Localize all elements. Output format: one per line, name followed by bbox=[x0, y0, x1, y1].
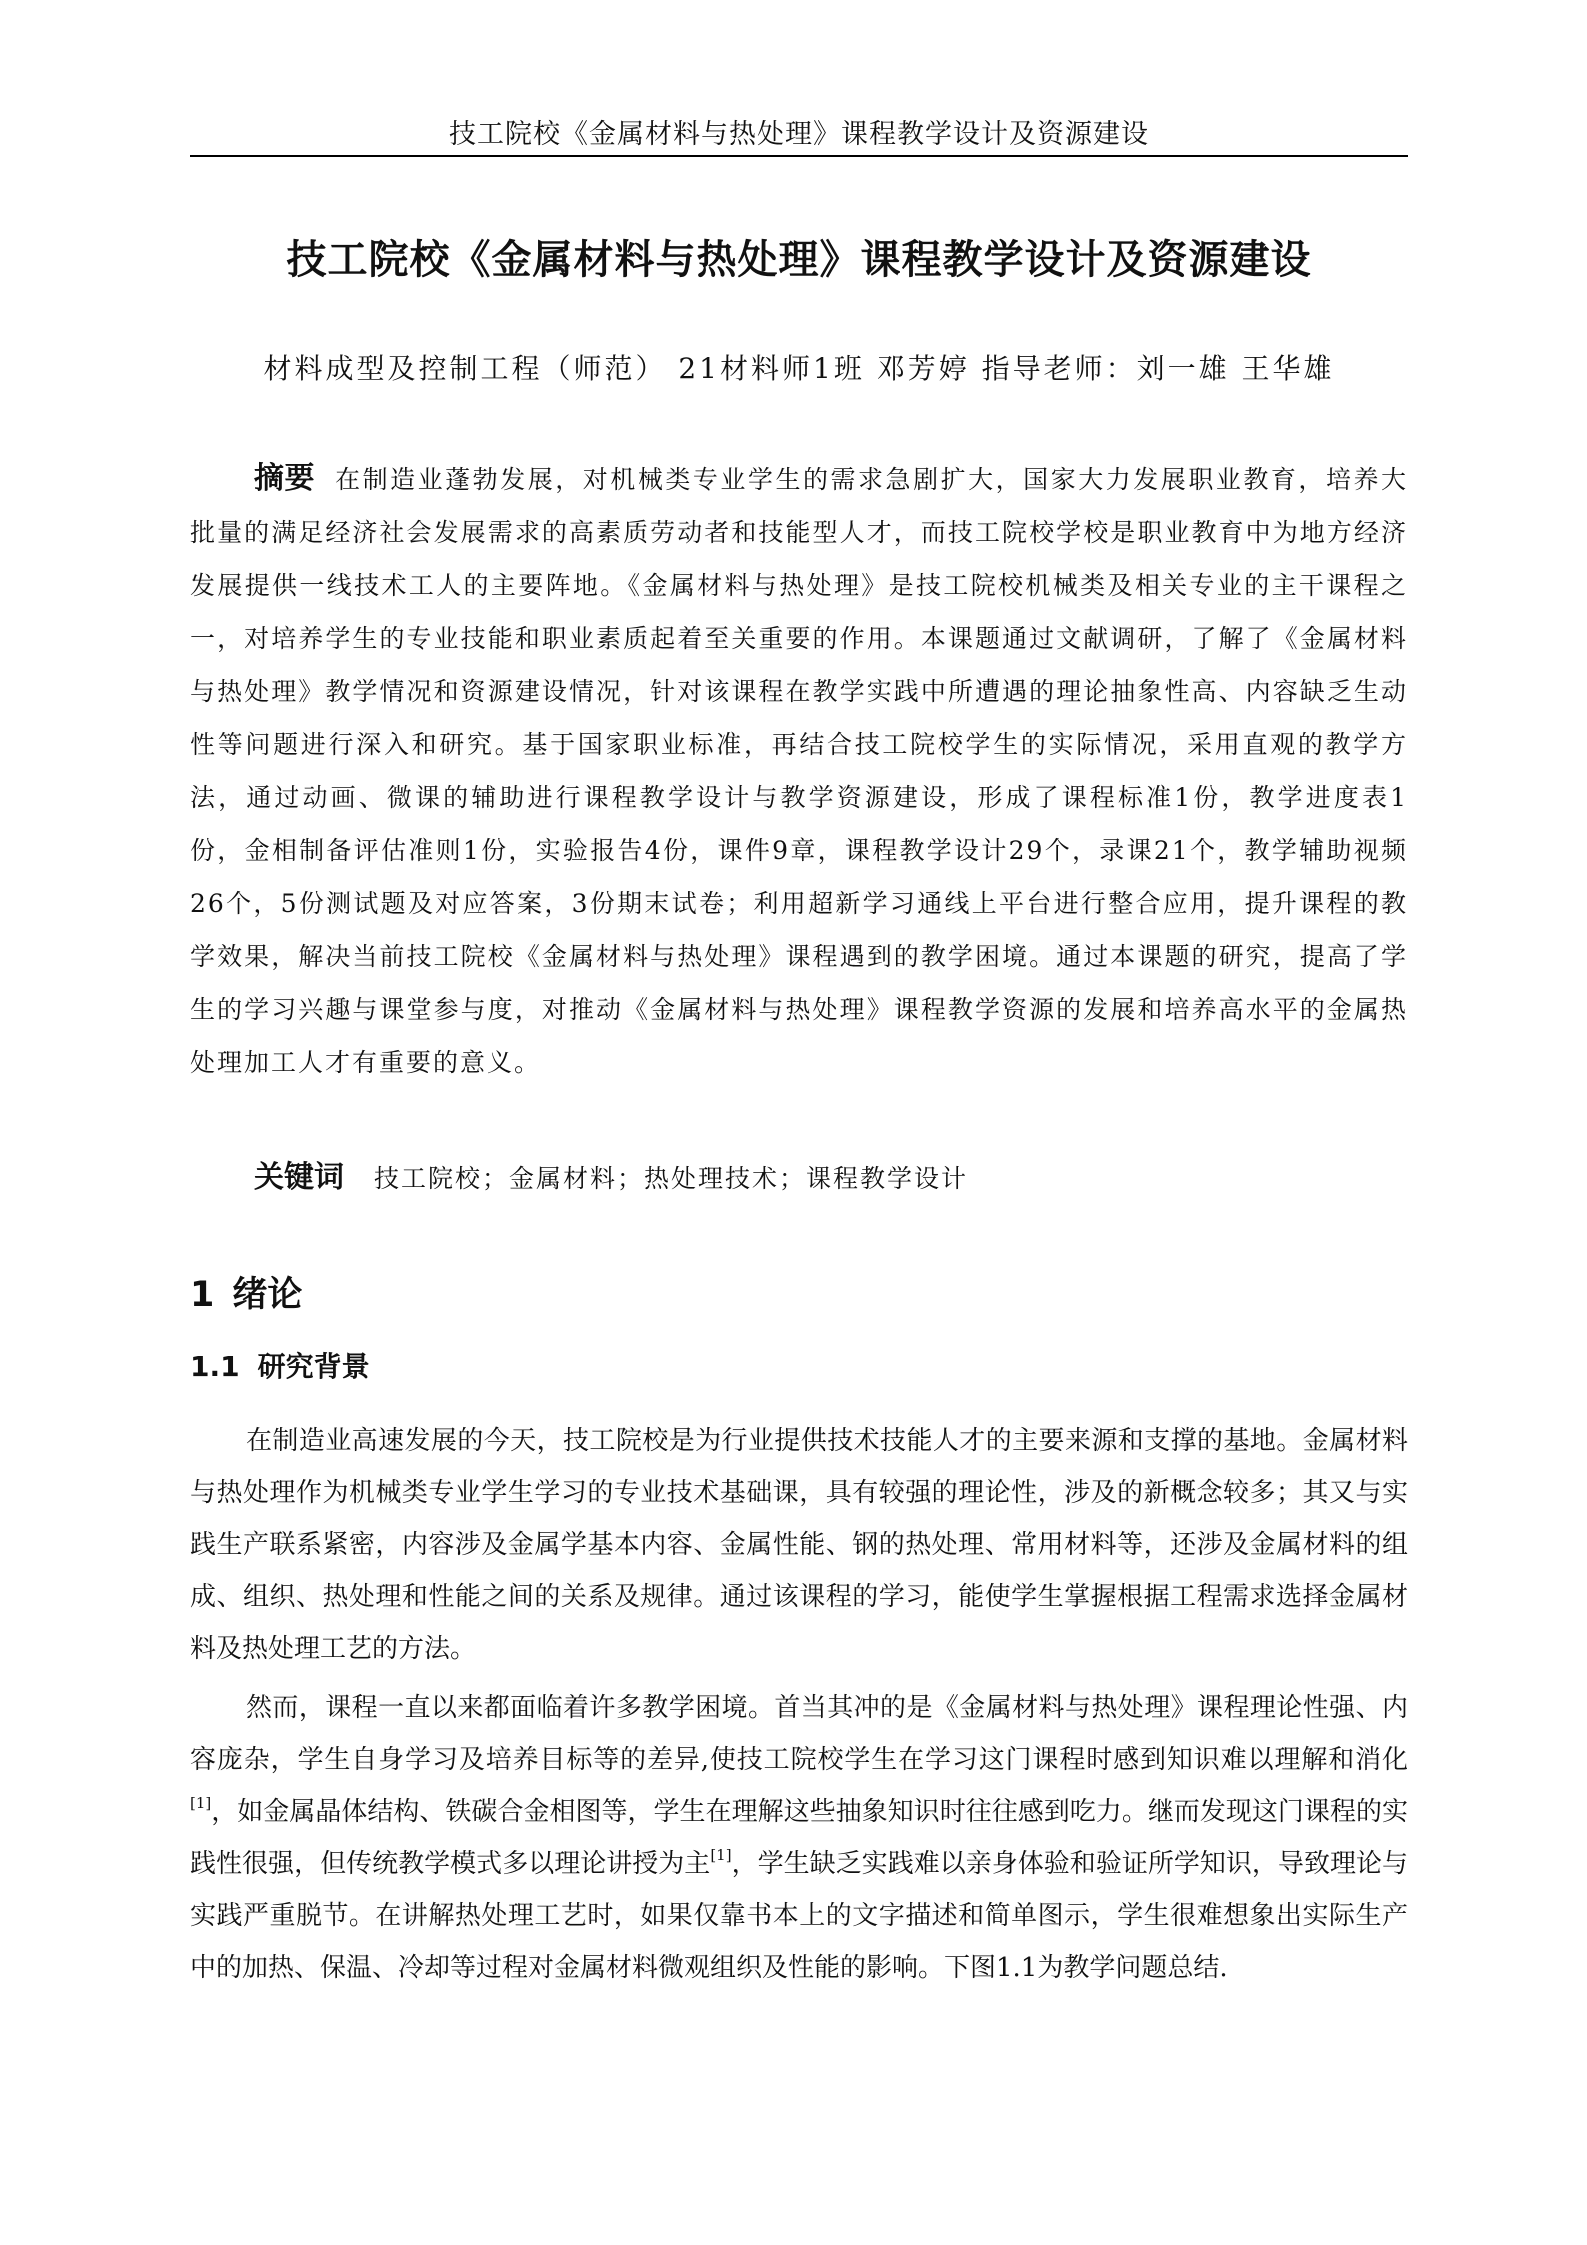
subsection-number: 1.1 bbox=[190, 1350, 240, 1383]
body-paragraph bbox=[190, 1682, 1408, 1994]
subsection-title: 研究背景 bbox=[257, 1350, 370, 1383]
keywords bbox=[254, 1152, 1404, 1196]
keyword-separator: ； bbox=[617, 1164, 645, 1193]
running-header: 技工院校《金属材料与热处理》课程教学设计及资源建设 bbox=[449, 119, 1149, 150]
paragraph-text: 然而，课程一直以来都面临着许多教学困境。首当其冲的是《金属材料与热处理》课程理论性强、内容庞杂，学生自身学习及培养目标等的差异,使技工院校学生在学习这门课程时感到知识难以理解和消化 bbox=[190, 1693, 1408, 1775]
keyword-separator: ； bbox=[779, 1164, 807, 1193]
body-paragraph: 在制造业高速发展的今天，技工院校是为行业提供技术技能人才的主要来源和支撑的基地。金属材料与热处理作为机械类专业学生学习的专业技术基础课，具有较强的理论性，涉及的新概念较多；其又与实践生产联系紧密，内容涉及金属学基本内容、金属性能、钢的热处理、常用材料等，还涉及金属材料的组成、组织、热处理和性能之间的关系及规律。通过该课程的学习，能使学生掌握根据工程需求选择金属材料及热处理工艺的方法。 bbox=[190, 1426, 1408, 1664]
citation-ref[interactable]: [1] bbox=[190, 1794, 212, 1812]
keywords-label: 关键词 bbox=[254, 1160, 344, 1195]
keyword: 金属材料 bbox=[508, 1164, 617, 1193]
keyword: 热处理技术 bbox=[644, 1164, 780, 1193]
keyword: 课程教学设计 bbox=[806, 1164, 969, 1193]
abstract-text: 在制造业蓬勃发展，对机械类专业学生的需求急剧扩大，国家大力发展职业教育，培养大批量的满足经济社会发展需求的高素质劳动者和技能型人才，而技工院校学校是职业教育中为地方经济发展提供一线技术工人的主要阵地。《金属材料与热处理》是技工院校机械类及相关专业的主干课程之一，对培养学生的专业技能和职业素质起着至关重要的作用。本课题通过文献调研，了解了《金属材料与热处理》教学情况和资源建设情况，针对该课程在教学实践中所遭遇的理论抽象性高、内容缺乏生动性等问题进行深入和研究。基于国家职业标准，再结合技工院校学生的实际情况，采用直观的教学方法，通过动画、微课的辅助进行课程教学设计与教学资源建设，形成了课程标准1份，教学进度表1份，金相制备评估准则1份，实验报告4份，课件9章，课程教学设计29个，录课21个，教学辅助视频26个，5份测试题及对应答案，3份期末试卷；利用超新学习通线上平台进行整合应用，提升课程的教学效果，解决当前技工院校《金属材料与热处理》课程遇到的教学困境。通过本课题的研究，提高了学生的学习兴趣与课堂参与度，对推动《金属材料与热处理》课程教学资源的发展和培养高水平的金属热处理加工人才有重要的意义。 bbox=[190, 465, 1409, 1077]
section-number: 1 bbox=[190, 1275, 215, 1315]
keyword-separator: ； bbox=[481, 1164, 509, 1193]
section-heading bbox=[190, 1267, 302, 1317]
header-rule bbox=[190, 155, 1408, 157]
paragraph-text: ，学生缺乏实践难以亲身体验和验证所学知识，导致理论与实践严重脱节。在讲解热处理工艺时，如果仅靠书本上的文字描述和简单图示，学生很难想象出实际生产中的加热、保温、冷却等过程对金属材料微观组织及性能的影响。下图1.1为教学问题总结. bbox=[190, 1849, 1408, 1983]
keyword: 技工院校 bbox=[373, 1164, 482, 1193]
subsection-heading bbox=[190, 1345, 370, 1385]
citation-ref[interactable]: [1] bbox=[710, 1846, 732, 1864]
paragraph-text: ，如金属晶体结构、铁碳合金相图等，学生在理解这些抽象知识时往往感到吃力。继而发现这门课程的实践性很强，但传统教学模式多以理论讲授为主 bbox=[190, 1797, 1408, 1879]
section-title: 绪论 bbox=[232, 1275, 303, 1315]
abstract bbox=[190, 452, 1408, 1089]
author-line: 材料成型及控制工程（师范） 21材料师1班 邓芳婷 指导老师：刘一雄 王华雄 bbox=[263, 352, 1335, 385]
abstract-label: 摘要 bbox=[254, 461, 316, 496]
paper-title: 技工院校《金属材料与热处理》课程教学设计及资源建设 bbox=[286, 237, 1312, 283]
